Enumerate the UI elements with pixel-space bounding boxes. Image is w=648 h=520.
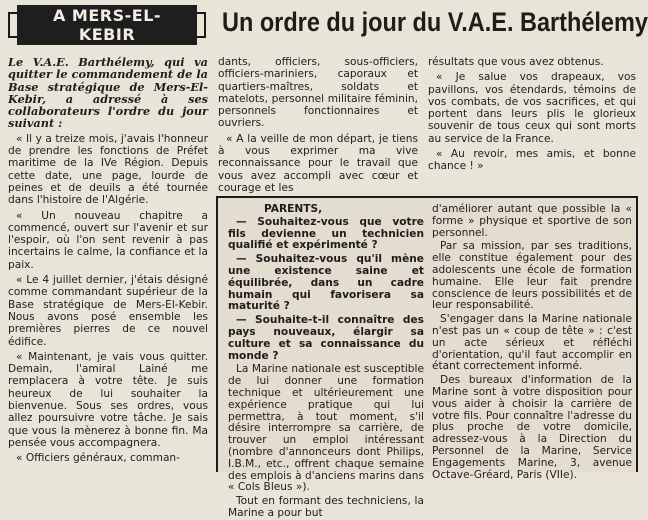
box-column-1 bbox=[228, 203, 424, 519]
article-paragraph: résultats que vous avez obtenus. bbox=[428, 56, 604, 68]
article-paragraph: « Officiers généraux, comman- bbox=[16, 452, 180, 465]
article-paragraph: dants, officiers, sous-officiers, officiers-mariniers, caporaux et quartiers-maîtres, soldats et matelots, personnel militaire féminin, personnels fonctionnaires et ouvriers. bbox=[218, 56, 418, 130]
kicker-label: A MERS-EL-KEBIR bbox=[17, 5, 197, 45]
advertisement-box bbox=[216, 196, 638, 519]
box-paragraph: Par sa mission, par ses traditions, elle constitue également pour des adolescents une école de formation humaine. Elle leur fait prendre conscience de leurs possibilités et de leur responsabilité. bbox=[432, 240, 632, 312]
article-paragraph: « A la veille de mon départ, je tiens à vous exprimer ma vive reconnaissance pour le travail que vous avez accompli avec cœur et courage et les bbox=[218, 132, 418, 194]
article-paragraph: « Au revoir, mes amis, et bonne chance ! » bbox=[428, 148, 636, 173]
box-question: — Souhaitez-vous que votre fils devienne un technicien qualifié et expérimenté ? bbox=[228, 215, 424, 252]
box-column-2 bbox=[432, 203, 632, 481]
article-intro: Le V.A.E. Barthélemy, qui va quitter le commandement de la Base stratégique de Mers-El-Kebir, a adressé à ses collaborateurs l'ordre du jour suivant : bbox=[8, 55, 208, 131]
article-headline: Un ordre du jour du V.A.E. Barthélemy bbox=[222, 7, 648, 37]
article-paragraph: « Un nouveau chapitre a commencé, ouvert sur l'avenir et sur l'espoir, où l'on sent revenir à pas incertains le calme, la confiance et la paix. bbox=[8, 209, 208, 271]
box-title: PARENTS, bbox=[264, 203, 323, 215]
box-paragraph: S'engager dans la Marine nationale n'est pas un « coup de tête » : c'est un acte sérieux et réfléchi d'orientation, qu'il faut accomplir en étant correctement informé. bbox=[432, 313, 632, 373]
article-paragraph: « Je salue vos drapeaux, vos pavillons, vos étendards, témoins de vos combats, de vos sacrifices, et qui portent dans leurs plis le glorieux souvenir de tous ceux qui sont morts au service de la France. bbox=[428, 71, 636, 145]
box-paragraph: d'améliorer autant que possible la « forme » physique et sportive de son personnel. bbox=[432, 203, 632, 239]
article-paragraph: « Maintenant, je vais vous quitter. Demain, l'amiral Lainé me remplacera à votre tête. Je suis heureux de lui souhaiter la bienvenue. Sous ses ordres, vous allez poursuivre votre tâche. Je sais que vous la mènerez à bonne fin. Ma pensée vous accompagnera. bbox=[8, 350, 208, 449]
article-column-1 bbox=[8, 56, 208, 472]
section-kicker bbox=[8, 6, 206, 44]
box-question: — Souhaitez-vous qu'il mène une existence saine et équilibrée, dans un cadre humain qui favorisera sa maturité ? bbox=[228, 253, 424, 313]
article-paragraph: « Le 4 juillet dernier, j'étais désigné comme commandant supérieur de la Base stratégique de Mers-El-Kebir. Nous avons posé ensemble les premières pierres de ce nouvel édifice. bbox=[8, 274, 208, 348]
box-question: — Souhaite-t-il connaître des pays nouveaux, élargir sa culture et sa connaissance du monde ? bbox=[228, 314, 424, 362]
box-paragraph: La Marine nationale est susceptible de lui donner une formation technique et ultérieurement une expérience pratique qui lui permettra, à tout moment, s'il désire interrompre sa carrière, de trouver un emploi intéressant (nombre d'annonceurs dont Philips, I.B.M., etc., offrent chaque semaine des emplois à d'anciens marins dans « Cols Bleus »). bbox=[228, 363, 424, 494]
article-column-3 bbox=[428, 56, 636, 186]
box-paragraph: Des bureaux d'information de la Marine sont à votre disposition pour vous aider à choisir la carrière de votre fils. Pour connaître l'adresse du plus proche de votre domicile, adressez-vous à la Direction du Personnel de la Marine, Service Engagements Marine, 3, avenue Octave-Gréard, Paris (VIIe). bbox=[432, 374, 632, 481]
article-paragraph: « Il y a treize mois, j'avais l'honneur de prendre les fonctions de Préfet maritime de la IVe Région. Depuis cette date, une page, lourde de peines et de deuils a été tournée dans l'histoire de l'Algérie. bbox=[8, 132, 208, 207]
article-column-2 bbox=[218, 56, 418, 194]
box-paragraph: Tout en formant des techniciens, la Marine a pour but bbox=[228, 495, 424, 519]
